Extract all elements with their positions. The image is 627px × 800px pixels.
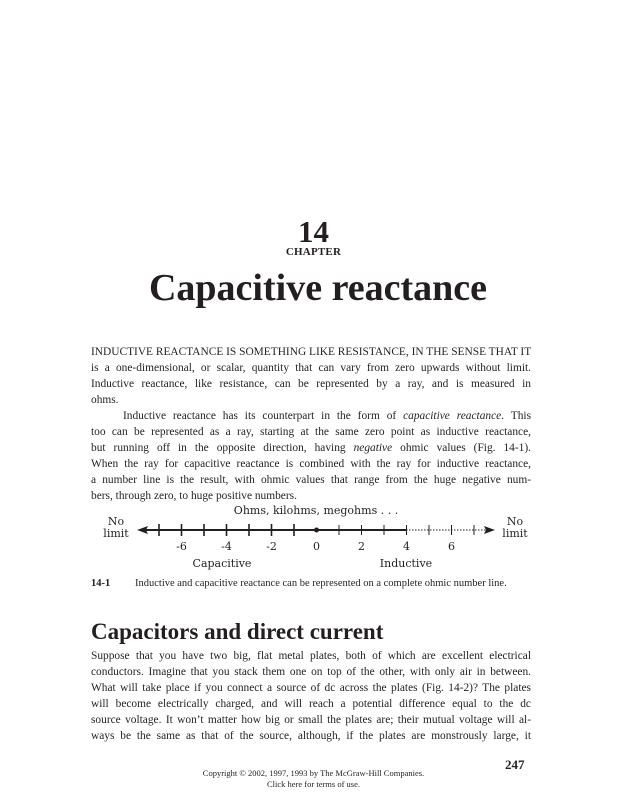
caption-number: 14-1 [91, 578, 111, 589]
text-line: conductors. Imagine that you stack them one on top of the other, with only air in between. [91, 666, 531, 678]
tick-label: 4 [403, 540, 410, 553]
chapter-title: Capacitive reactance [148, 267, 487, 309]
tick-label: 6 [448, 540, 455, 553]
tick-label: -2 [266, 540, 277, 553]
figure-14-1-number-line [90, 498, 540, 570]
text-line: is a one-dimensional, or scalar, quantity that can vary from zero upwards without limit. [91, 362, 531, 374]
text-line: ohms. [91, 394, 119, 406]
page-number: 247 [505, 757, 525, 772]
text-line: Suppose that you have two big, flat metal plates, both of which are excellent electrical [91, 650, 531, 662]
copyright-notice: Copyright © 2002, 1997, 1993 by The McGraw-Hill Companies. [202, 768, 425, 778]
section-paragraph [91, 648, 531, 744]
chapter-number: 14 [298, 214, 329, 249]
section-heading: Capacitors and direct current [91, 619, 384, 644]
text-line: INDUCTIVE REACTANCE IS SOMETHING LIKE RESISTANCE, IN THE SENSE THAT IT [91, 346, 532, 358]
text-line: What will take place if you connect a source of dc across the plates (Fig. 14-2)? The plates [91, 682, 531, 694]
text-line: ways be the same as that of the source, although, if the plates are monstrously large, it [91, 730, 531, 742]
left-end-label-1: No [107, 515, 125, 528]
text-line: Inductive reactance has its counterpart in the form of capacitive reactance. This [123, 410, 531, 422]
tick-label: 0 [313, 540, 320, 553]
zero-point [314, 528, 319, 533]
text-line: but running off in the opposite direction, having negative ohmic values (Fig. 14-1). [91, 442, 531, 454]
left-end-label-2: limit [103, 527, 129, 540]
tick-label: 2 [358, 540, 365, 553]
caption-text: Inductive and capacitive reactance can be represented on a complete ohmic number line. [135, 578, 507, 589]
inductive-label: Inductive [379, 557, 433, 570]
text-line: source voltage. It won’t matter how big or small the plates are; their mutual voltage will al- [91, 714, 531, 726]
right-end-label-2: limit [502, 527, 528, 540]
right-arrowhead-icon [484, 526, 495, 534]
intro-paragraph-2 [91, 408, 531, 504]
capacitive-label: Capacitive [192, 557, 252, 570]
text-line: too can be represented as a ray, starting at the same zero point as inductive reactance, [91, 426, 531, 438]
text-line: When the ray for capacitive reactance is combined with the ray for inductive reactance, [91, 458, 531, 470]
text-line: bers, through zero, to huge positive numbers. [91, 490, 297, 502]
tick-label: -4 [221, 540, 232, 553]
tick-label: -6 [176, 540, 187, 553]
text-line: Inductive reactance, like resistance, can be represented by a ray, and is measured in [91, 378, 531, 390]
text-line: will become electrically charged, and will reach a potential difference equal to the dc [91, 698, 531, 710]
intro-paragraph-1 [91, 344, 531, 408]
right-end-label-1: No [506, 515, 524, 528]
figure-top-label: Ohms, kilohms, megohms . . . [233, 504, 399, 517]
terms-of-use-link[interactable]: Click here for terms of use. [267, 779, 360, 789]
text-line: a number line is the result, with ohmic values that range from the huge negative num- [91, 474, 531, 486]
chapter-label: CHAPTER [285, 246, 342, 258]
